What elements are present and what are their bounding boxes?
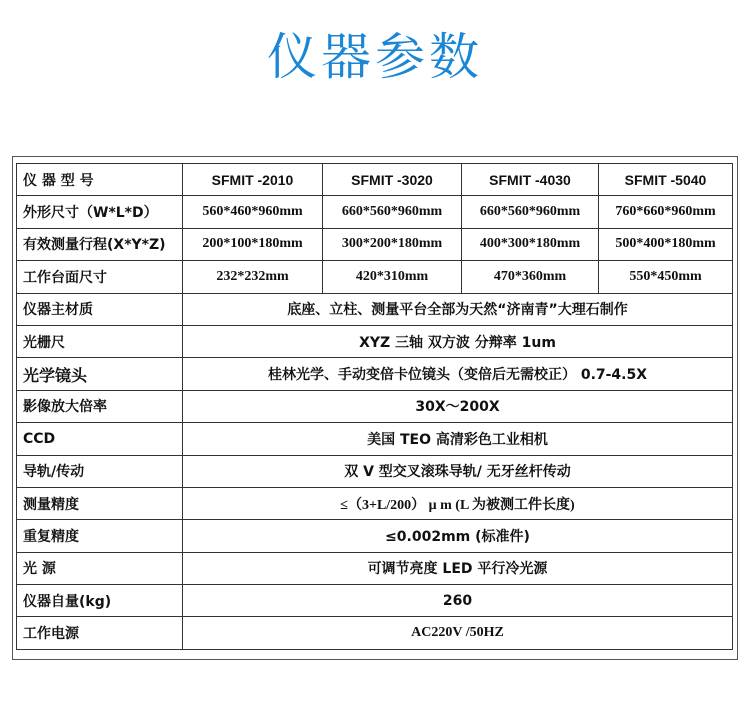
table-row (17, 261, 733, 293)
row-label: 影像放大倍率 (17, 390, 183, 422)
table-cell: AC220V /50HZ (183, 617, 733, 649)
table-row (17, 617, 733, 649)
table-cell: 232*232mm (183, 261, 323, 293)
page-title: 仪器参数 (267, 28, 483, 86)
row-label: 工作电源 (17, 617, 183, 649)
table-row (17, 293, 733, 325)
row-label: 仪器自量(kg) (17, 585, 183, 617)
table-row (17, 455, 733, 487)
model-column-header: SFMIT -4030 (462, 164, 599, 196)
table-cell: 300*200*180mm (323, 228, 462, 260)
table-cell: XYZ 三轴 双方波 分辩率 1um (183, 325, 733, 357)
row-label: 外形尺寸（W*L*D） (17, 196, 183, 228)
table-cell: 可调节亮度 LED 平行冷光源 (183, 552, 733, 584)
table-row (17, 358, 733, 390)
table-row (17, 585, 733, 617)
row-label: 仪器主材质 (17, 293, 183, 325)
row-label: 光 源 (17, 552, 183, 584)
table-cell: 底座、立柱、测量平台全部为天然“济南青”大理石制作 (183, 293, 733, 325)
table-row (17, 423, 733, 455)
table-cell: 660*560*960mm (323, 196, 462, 228)
row-label: 导轨/传动 (17, 455, 183, 487)
table-cell: 桂林光学、手动变倍卡位镜头（变倍后无需校正） 0.7-4.5X (183, 358, 733, 390)
spec-table (16, 163, 733, 650)
header-label: 仪 器 型 号 (17, 164, 183, 196)
table-row (17, 552, 733, 584)
row-label: 光栅尺 (17, 325, 183, 357)
table-row (17, 196, 733, 228)
table-cell: ≤0.002mm (标准件) (183, 520, 733, 552)
table-cell: 美国 TEO 高清彩色工业相机 (183, 423, 733, 455)
table-cell: 550*450mm (599, 261, 733, 293)
table-cell: 260 (183, 585, 733, 617)
table-cell: 30X～200X (183, 390, 733, 422)
row-label: 有效测量行程(X*Y*Z) (17, 228, 183, 260)
table-row (17, 390, 733, 422)
table-row (17, 520, 733, 552)
table-cell: 500*400*180mm (599, 228, 733, 260)
row-label: 光学镜头 (17, 358, 183, 390)
table-cell: ≤（3+L/200） μ m (L 为被测工件长度) (183, 487, 733, 519)
table-cell: 双 V 型交叉滚珠导轨/ 无牙丝杆传动 (183, 455, 733, 487)
model-column-header: SFMIT -2010 (183, 164, 323, 196)
model-column-header: SFMIT -5040 (599, 164, 733, 196)
table-cell: 760*660*960mm (599, 196, 733, 228)
table-cell: 200*100*180mm (183, 228, 323, 260)
row-label: 重复精度 (17, 520, 183, 552)
table-cell: 660*560*960mm (462, 196, 599, 228)
row-label: CCD (17, 423, 183, 455)
table-cell: 420*310mm (323, 261, 462, 293)
model-column-header: SFMIT -3020 (323, 164, 462, 196)
table-row (17, 228, 733, 260)
table-cell: 560*460*960mm (183, 196, 323, 228)
row-label: 测量精度 (17, 487, 183, 519)
table-cell: 400*300*180mm (462, 228, 599, 260)
table-row (17, 487, 733, 519)
table-cell: 470*360mm (462, 261, 599, 293)
table-row (17, 325, 733, 357)
table-row-header (17, 164, 733, 196)
row-label: 工作台面尺寸 (17, 261, 183, 293)
